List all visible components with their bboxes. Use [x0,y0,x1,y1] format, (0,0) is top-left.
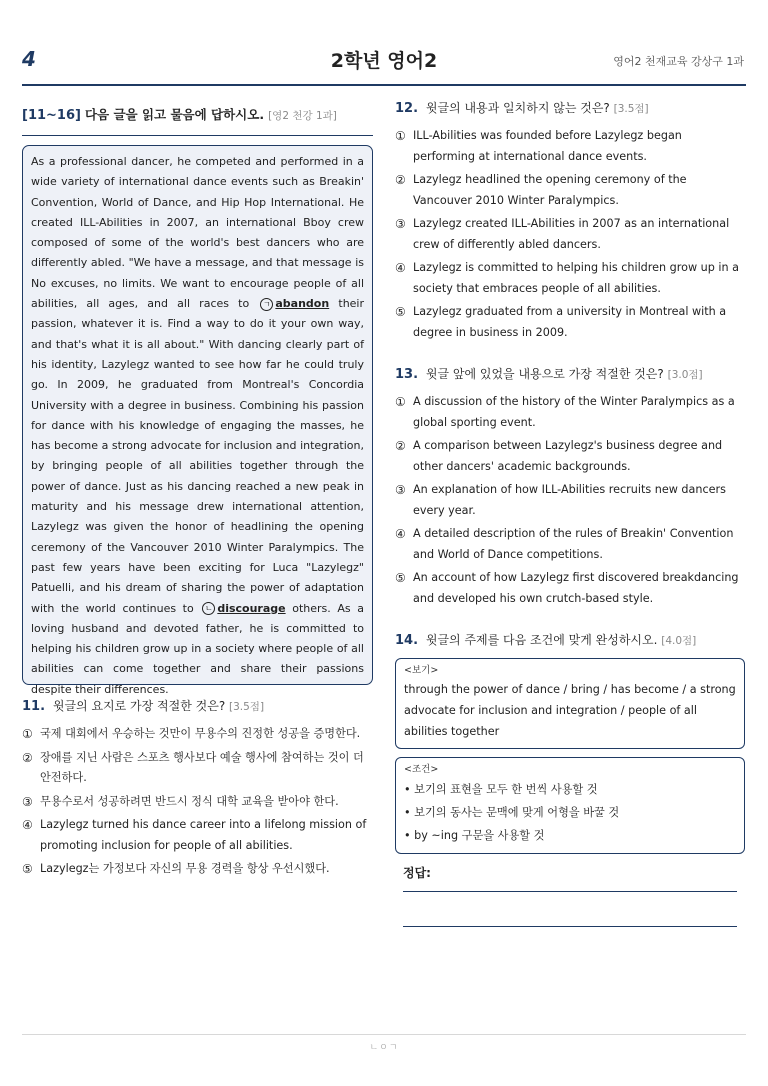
question-14 [395,629,745,927]
question-13-heading [395,363,745,386]
question-13-text: 윗글 앞에 있었을 내용으로 가장 적절한 것은? [425,367,664,381]
condition-box [395,757,745,854]
option-mark: ① [22,727,33,741]
question-12-number: 12. [395,101,419,116]
question-12-heading [395,97,745,120]
question-11-text: 윗글의 요지로 가장 적절한 것은? [52,699,226,713]
left-column [22,103,373,883]
section-source: [영2 천강 1과] [268,110,337,122]
section-range: [11~16] [22,108,81,123]
question-13-options [395,392,745,609]
section-divider [22,135,373,136]
option-mark: ② [395,439,406,453]
answer-line[interactable] [403,891,737,892]
question-12-text: 윗글의 내용과 일치하지 않는 것은? [425,101,610,115]
option-mark: ③ [22,794,33,809]
option-text: Lazylegz is committed to helping his children grow up in a society that embraces people of all abilities. [413,261,740,295]
section-heading [22,103,373,128]
question-11 [22,695,373,880]
option-text: 장애를 지닌 사람은 스포츠 행사보다 예술 행사에 참여하는 것이 더 안전하다. [40,750,364,784]
option-item[interactable] [395,170,745,211]
question-14-number: 14. [395,633,419,648]
option-text: 국제 대회에서 우승하는 것만이 무용수의 진정한 성공을 증명한다. [40,727,361,740]
option-text: Lazylegz는 가정보다 자신의 무용 경력을 항상 우선시했다. [40,862,330,875]
option-item[interactable] [395,480,745,521]
condition-item: • by ~ing 구문을 사용할 것 [404,829,545,842]
option-text: A comparison between Lazylegz's business degree and other dancers' academic backgrounds. [413,439,723,473]
question-12 [395,97,745,343]
option-item[interactable] [22,748,373,789]
example-label: <보기> [404,665,439,676]
condition-label: <조건> [404,764,439,775]
example-text: through the power of dance / bring / has become / a strong advocate for inclusion and integration / people of all abilities together [404,683,736,738]
option-item[interactable] [395,214,745,255]
passage-text-1: As a professional dancer, he competed and performed in a wide variety of international dance events such as Breakin' Convention, World of Dance, and Hip Hop International. He created ILL-Abilities in 2007, an international Bboy crew composed of some of the world's best dancers who are differently abled. "We have a message, and that message is No excuses, no limits. We want to encourage people of all abilities, all ages, and all races to [31,155,364,311]
option-mark: ① [395,395,406,409]
footer-divider [22,1034,746,1035]
marker-giyeok: ㄱ [260,298,273,311]
example-box [395,658,745,749]
question-13-number: 13. [395,367,419,382]
option-item[interactable] [395,302,745,343]
question-11-points: [3.5점] [229,701,265,713]
question-11-number: 11. [22,699,46,714]
option-text: A discussion of the history of the Winter Paralympics as a global sporting event. [413,395,735,429]
marker-nieun: ㄴ [202,602,215,615]
option-text: An account of how Lazylegz first discovered breakdancing and developed his own crutch-based style. [413,571,739,605]
option-text: An explanation of how ILL-Abilities recruits new dancers every year. [413,483,726,517]
option-item[interactable] [22,815,373,856]
option-mark: ③ [395,483,406,497]
condition-item: • 보기의 표현을 모두 한 번씩 사용할 것 [404,783,598,796]
question-11-options [22,724,373,880]
question-14-text: 윗글의 주제를 다음 조건에 맞게 완성하시오. [425,633,658,647]
option-item[interactable] [395,258,745,299]
question-14-heading [395,629,745,652]
option-text: Lazylegz graduated from a university in Montreal with a degree in business in 2009. [413,305,727,339]
option-mark: ② [395,173,406,187]
option-mark: ③ [395,217,406,231]
option-mark: ⑤ [395,305,406,319]
option-mark: ④ [395,261,406,275]
right-column [395,97,745,927]
condition-item: • 보기의 동사는 문맥에 맞게 어형을 바꿀 것 [404,806,620,819]
question-14-points: [4.0점] [661,635,697,647]
underlined-word-discourage: discourage [217,601,286,615]
answer-line[interactable] [403,926,737,927]
page-subtitle: 영어2 천재교육 강상구 1과 [613,55,744,68]
option-mark: ⑤ [395,571,406,585]
passage-text-2: their passion, whatever it is. Find a way to do it your own way, and that's what it is all about." With dancing clearly part of his identity, Lazylegz wanted to see how far he could truly go. In 2009, he graduated from Montreal's Concordia University with a degree in business. Combining his passion for dance with his knowledge of engaging the masses, he has become a strong advocate for inclusion and integration, by bringing people of all abilities together through the power of dance. Just as his dancing reached a new peak in maturity and his message drew international attention, Lazylegz was given the honor of headlining the opening ceremony of the Vancouver 2010 Winter Paralympics. The past few years have been exciting for Luca "Lazylegz" Patuelli, and his dream of sharing the power of adaptation with the world continues to [31,297,365,615]
option-item[interactable] [395,126,745,167]
option-text: Lazylegz turned his dance career into a lifelong mission of promoting inclusion for people of all abilities. [40,818,367,852]
option-text: Lazylegz created ILL-Abilities in 2007 as an international crew of differently abled dancers. [413,217,730,251]
option-text: ILL-Abilities was founded before Lazylegz began performing at international dance events. [413,129,682,163]
option-mark: ④ [395,527,406,541]
answer-label: 정답: [403,866,431,880]
question-12-options [395,126,745,343]
footer-mark: ㄴㅇㄱ [369,1043,399,1053]
option-item[interactable] [395,568,745,609]
option-mark: ④ [22,818,33,832]
reading-passage [22,145,373,696]
underlined-word-abandon: abandon [275,297,330,311]
question-13-points: [3.0점] [667,369,703,381]
question-12-points: [3.5점] [613,103,649,115]
question-11-heading [22,695,373,718]
option-mark: ⑤ [22,862,33,876]
option-item[interactable] [395,392,745,433]
option-item[interactable] [22,859,373,880]
option-item[interactable] [395,436,745,477]
option-text: 무용수로서 성공하려면 반드시 정식 대학 교육을 받아야 한다. [40,794,339,808]
header-divider [22,84,746,86]
option-text: Lazylegz headlined the opening ceremony of the Vancouver 2010 Winter Paralympics. [413,173,687,207]
option-mark: ① [395,129,406,143]
question-13 [395,363,745,609]
page-title: 2학년 영어2 [330,50,438,72]
option-item[interactable] [395,524,745,565]
option-mark: ② [22,750,33,765]
passage-text-3: others. As a loving husband and devoted father, he is committed to helping his children grow up in a society where people of all abilities can come together and share their passions despite their differences. [31,601,364,696]
option-item[interactable] [22,792,373,813]
section-instruction: 다음 글을 읽고 물음에 답하시오. [84,107,265,122]
option-text: A detailed description of the rules of Breakin' Convention and World of Dance competitions. [413,527,734,561]
option-item[interactable] [22,724,373,745]
page-number: 4 [22,47,36,71]
